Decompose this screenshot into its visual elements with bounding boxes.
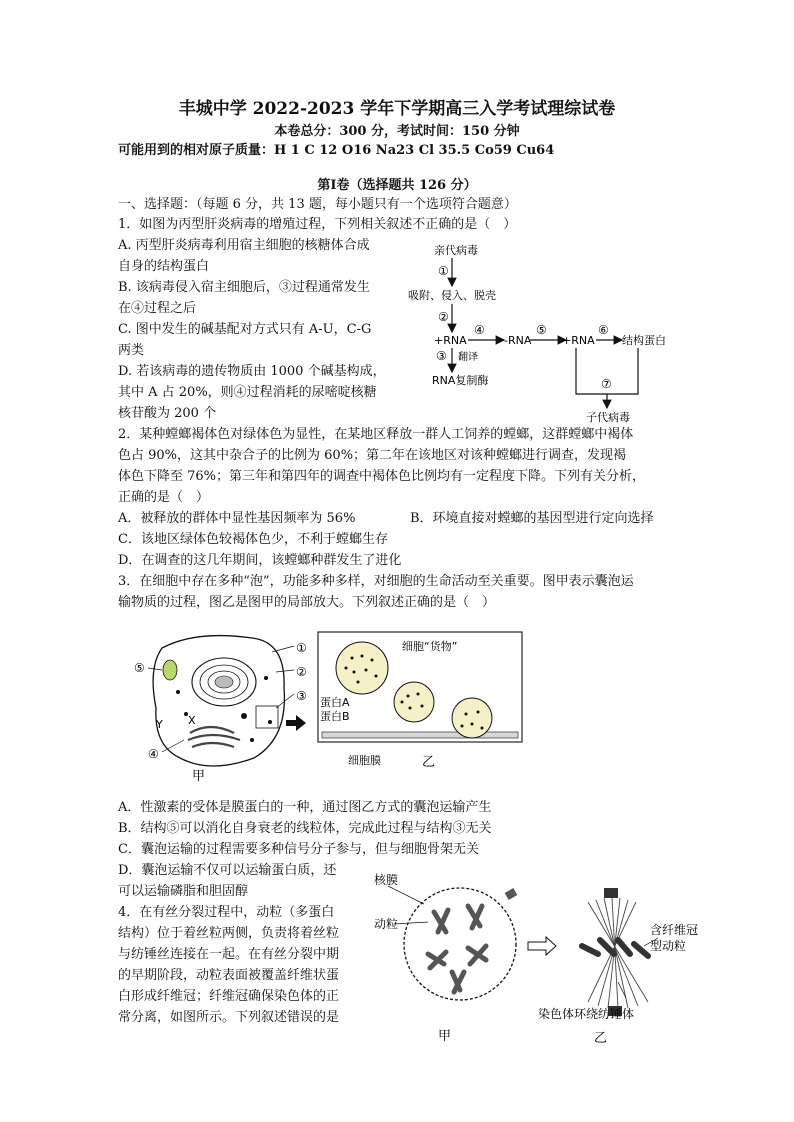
membrane-label: 细胞膜	[348, 754, 381, 767]
q2-line: 2．某种螳螂褐体色对绿体色为显性，在某地区释放一群人工饲养的螳螂，这群螳螂中褐体	[118, 427, 634, 442]
q2-option-a: A．被释放的群体中显性基因频率为 56%	[118, 511, 356, 526]
q2-line: 色占 90%，这其中杂合子的比例为 60%；第二年在该地区对该种螳螂进行调查，发现褐	[118, 448, 627, 463]
q2-line: 体色下降至 76%；第三年和第四年的调查中褐体色比例均有一定程度下降。下列有关分析，	[118, 469, 646, 484]
parent-virus-label: 亲代病毒	[434, 244, 478, 257]
svg-text:Y: Y	[156, 718, 163, 731]
figure-label-yi: 乙	[422, 755, 436, 770]
svg-text:⑥: ⑥	[598, 323, 609, 337]
structural-protein-label: 结构蛋白	[622, 334, 666, 347]
q2-option-d: D．在调查的这几年期间，该螳螂种群发生了进化	[118, 553, 402, 568]
q3-option-b: B．结构⑤可以消化自身衰老的线粒体，完成此过程与结构③无关	[118, 821, 492, 836]
q4-line: 与纺锤丝连接在一起。在有丝分裂中期	[118, 947, 340, 962]
figure-label-yi: 乙	[594, 1031, 608, 1046]
plus-rna-label: +RNA	[434, 334, 467, 347]
q3-option-c: C．囊泡运输的过程需要多种信号分子参与，但与细胞骨架无关	[118, 842, 479, 857]
q1-line: C. 图中发生的碱基配对方式只有 A-U，C-G	[118, 322, 372, 337]
q4-line: 白形成纤维冠；纤维冠确保染色体的正	[118, 989, 340, 1004]
membrane-strip	[322, 732, 518, 738]
kinetochore-label: 动粒	[374, 917, 399, 931]
atomic-masses: 可能用到的相对原子质量：H 1 C 12 O16 Na23 Cl 35.5 Co59 Cu64	[118, 143, 555, 158]
q1-line: 在④过程之后	[118, 301, 197, 316]
q3-line: 输物质的过程，图乙是图甲的局部放大。下列叙述正确的是（ ）	[118, 595, 496, 610]
exam-subtitle: 本卷总分：300 分，考试时间：150 分钟	[274, 124, 520, 139]
chromosomes	[428, 906, 486, 992]
q1-line: D. 若该病毒的遗传物质由 1000 个碱基构成，	[118, 364, 386, 379]
offspring-virus-label: 子代病毒	[586, 411, 630, 424]
plus-rna-label-2: +RNA	[562, 334, 595, 347]
protein-a-label: 蛋白A	[320, 696, 350, 709]
golgi-apparatus	[188, 727, 240, 747]
svg-text:②: ②	[296, 665, 307, 679]
entry-label: 吸附、侵入、脱壳	[408, 289, 496, 302]
nuclear-membrane-label: 核膜	[374, 873, 399, 887]
exam-title: 丰城中学 2022-2023 学年下学期高三入学考试理综试卷	[178, 99, 616, 119]
q1-line: A. 丙型肝炎病毒利用宿主细胞的核糖体合成	[118, 238, 370, 253]
corona-kinetochore-label-1: 含纤维冠	[650, 923, 698, 937]
q1-stem: 1．如图为丙型肝炎病毒的增殖过程，下列相关叙述不正确的是（ ）	[118, 217, 517, 232]
svg-text:④: ④	[474, 323, 485, 337]
q2-option-c: C．该地区绿体色较褐体色少，不利于螳螂生存	[118, 532, 388, 547]
svg-text:②: ②	[438, 310, 449, 324]
corona-kinetochore-label-2: 型动粒	[650, 939, 687, 953]
replicase-label: RNA复制酶	[432, 374, 489, 387]
svg-text:⑦: ⑦	[601, 377, 612, 391]
q4-line: 4．在有丝分裂过程中，动粒（多蛋白	[118, 905, 335, 920]
q1-line: 自身的结构蛋白	[118, 259, 210, 274]
vesicle	[452, 698, 492, 738]
q4-line: 常分离，如图所示。下列叙述错误的是	[118, 1010, 340, 1025]
q1-line: 其中 A 占 20%，则④过程消耗的尿嘧啶核糖	[118, 385, 377, 400]
q3-option-d-cont: 可以运输磷脂和胆固醇	[118, 884, 249, 899]
mitosis-figure	[368, 872, 698, 1052]
figure-label-jia: 甲	[438, 1029, 452, 1044]
svg-text:③: ③	[436, 349, 447, 363]
svg-text:翻译: 翻译	[458, 352, 478, 363]
q3-line: 3．在细胞中存在多种“泡”，功能多种多样，对细胞的生命活动至关重要。图甲表示囊泡运	[118, 574, 634, 589]
q1-line: 核苷酸为 200 个	[118, 406, 217, 421]
vesicle	[336, 642, 388, 694]
q2-option-b: B．环境直接对螳螂的基因型进行定向选择	[410, 511, 654, 526]
section-instruction: 一、选择题：（每题 6 分，共 13 题，每小题只有一个选项符合题意）	[118, 197, 517, 212]
svg-text:①: ①	[296, 641, 307, 655]
lysosome	[163, 660, 177, 680]
svg-text:①: ①	[438, 264, 449, 278]
vesicle	[394, 682, 434, 722]
figure-label-jia: 甲	[192, 769, 206, 784]
protein-b-label: 蛋白B	[320, 710, 350, 723]
svg-text:X: X	[188, 714, 196, 727]
minus-rna-label: -RNA	[504, 334, 532, 347]
vesicle-transport-figure	[126, 628, 546, 788]
q1-line: B. 该病毒侵入宿主细胞后，③过程通常发生	[118, 280, 370, 295]
section-title: 第Ⅰ卷（选择题共 126 分）	[317, 178, 477, 193]
svg-text:④: ④	[148, 747, 159, 761]
cargo-label: 细胞“货物”	[402, 640, 458, 653]
q2-line: 正确的是（ ）	[118, 490, 210, 505]
svg-text:⑤: ⑤	[134, 661, 145, 675]
q4-line: 结构）位于着丝粒两侧，负责将着丝粒	[118, 926, 340, 941]
svg-text:⑤: ⑤	[536, 323, 547, 337]
q3-option-d: D．囊泡运输不仅可以运输蛋白质，还	[118, 863, 337, 878]
spindle-label: 染色体环绕纺锤体	[538, 1007, 635, 1021]
q3-option-a: A．性激素的受体是膜蛋白的一种，通过图乙方式的囊泡运输产生	[118, 800, 492, 815]
svg-text:③: ③	[296, 689, 307, 703]
q1-line: 两类	[118, 343, 145, 358]
q4-line: 的早期阶段，动粒表面被覆盖纤维状蛋	[118, 968, 340, 983]
virus-replication-diagram	[400, 236, 710, 426]
